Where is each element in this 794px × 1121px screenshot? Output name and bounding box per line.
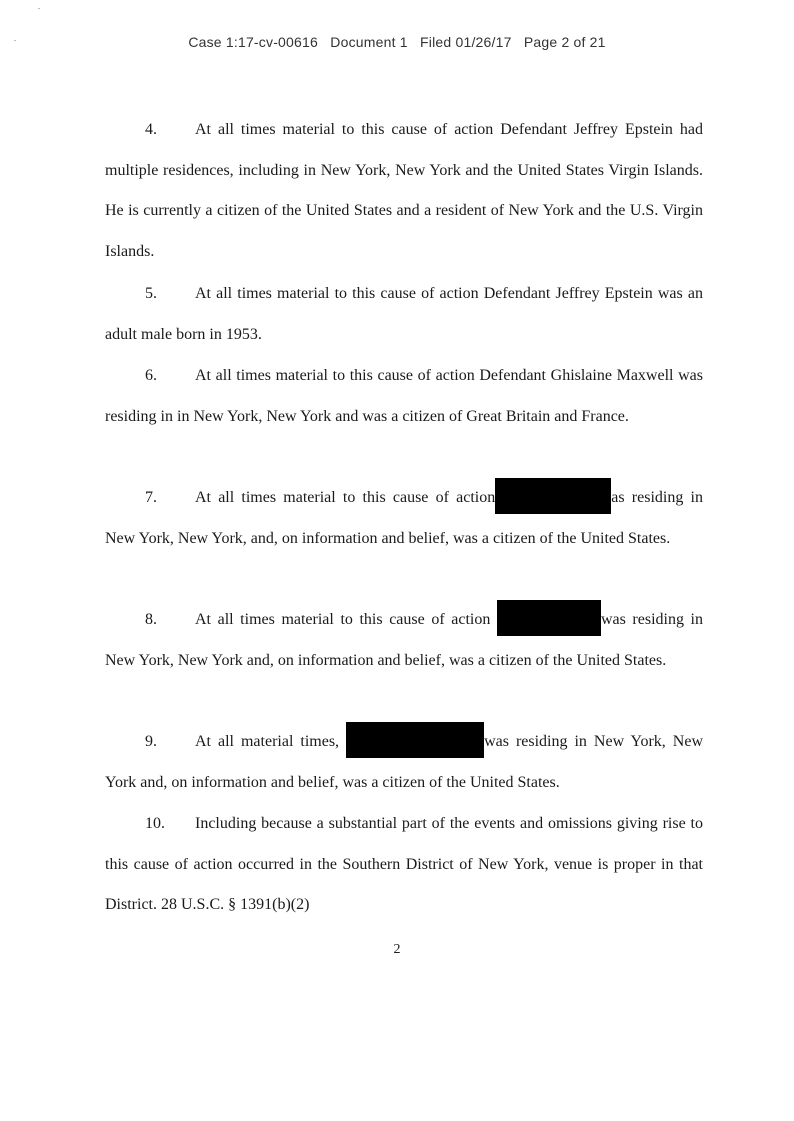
paragraph-text-before: At all times material to this cause of action bbox=[195, 611, 491, 628]
paragraph-number: 7. bbox=[145, 489, 157, 506]
paragraph-text: Including because a substantial part of the events and omissions giving rise to this cause of action occurred in the Southern District of New York, venue is proper in that District. 28 U.S.C. § 1391(b)(2) bbox=[105, 815, 703, 913]
paragraph-text: At all times material to this cause of action Defendant Jeffrey Epstein had multiple residences, including in New York, New York and the United States Virgin Islands. He is currently a citizen of the United States and a resident of New York and the U.S. Virgin Islands. bbox=[105, 121, 703, 260]
paragraph-9 bbox=[105, 722, 703, 803]
paragraph-text: At all times material to this cause of action Defendant Jeffrey Epstein was an adult male born in 1953. bbox=[105, 285, 703, 343]
paragraph-text-after: as residing in New York, New York, and, on information and belief, was a citizen of the United States. bbox=[105, 489, 703, 547]
paragraph-number: 10. bbox=[145, 815, 165, 832]
paragraph-6 bbox=[105, 356, 703, 437]
paragraph-7 bbox=[105, 478, 703, 559]
filed-date: Filed 01/26/17 bbox=[420, 34, 512, 50]
paragraph-4 bbox=[105, 110, 703, 272]
page-indicator: Page 2 of 21 bbox=[523, 34, 606, 50]
paragraph-number: 9. bbox=[145, 733, 157, 750]
case-header bbox=[0, 34, 794, 50]
page-number: 2 bbox=[393, 942, 401, 957]
paragraph-number: 8. bbox=[145, 611, 157, 628]
paragraph-text-after: was residing in New York, New York and, on information and belief, was a citizen of the United States. bbox=[105, 733, 704, 791]
paragraph-number: 5. bbox=[145, 285, 157, 302]
paragraph-number: 6. bbox=[145, 367, 157, 384]
redaction-box bbox=[346, 722, 484, 758]
paragraph-text-before: At all times material to this cause of action bbox=[195, 489, 496, 506]
case-number: Case 1:17-cv-00616 bbox=[188, 34, 318, 50]
paragraph-10 bbox=[105, 804, 703, 926]
redaction-box bbox=[495, 478, 611, 514]
paragraph-number: 4. bbox=[145, 121, 157, 138]
document-number: Document 1 bbox=[330, 34, 408, 50]
scan-speck bbox=[38, 8, 40, 9]
paragraph-5 bbox=[105, 274, 703, 355]
paragraph-8 bbox=[105, 600, 703, 681]
paragraph-text-after: was residing in New York, New York and, on information and belief, was a citizen of the United States. bbox=[105, 611, 703, 669]
paragraph-text-before: At all material times, bbox=[195, 733, 340, 750]
redaction-box bbox=[497, 600, 601, 636]
paragraph-text: At all times material to this cause of action Defendant Ghislaine Maxwell was residing in in New York, New York and was a citizen of Great Britain and France. bbox=[105, 367, 703, 425]
